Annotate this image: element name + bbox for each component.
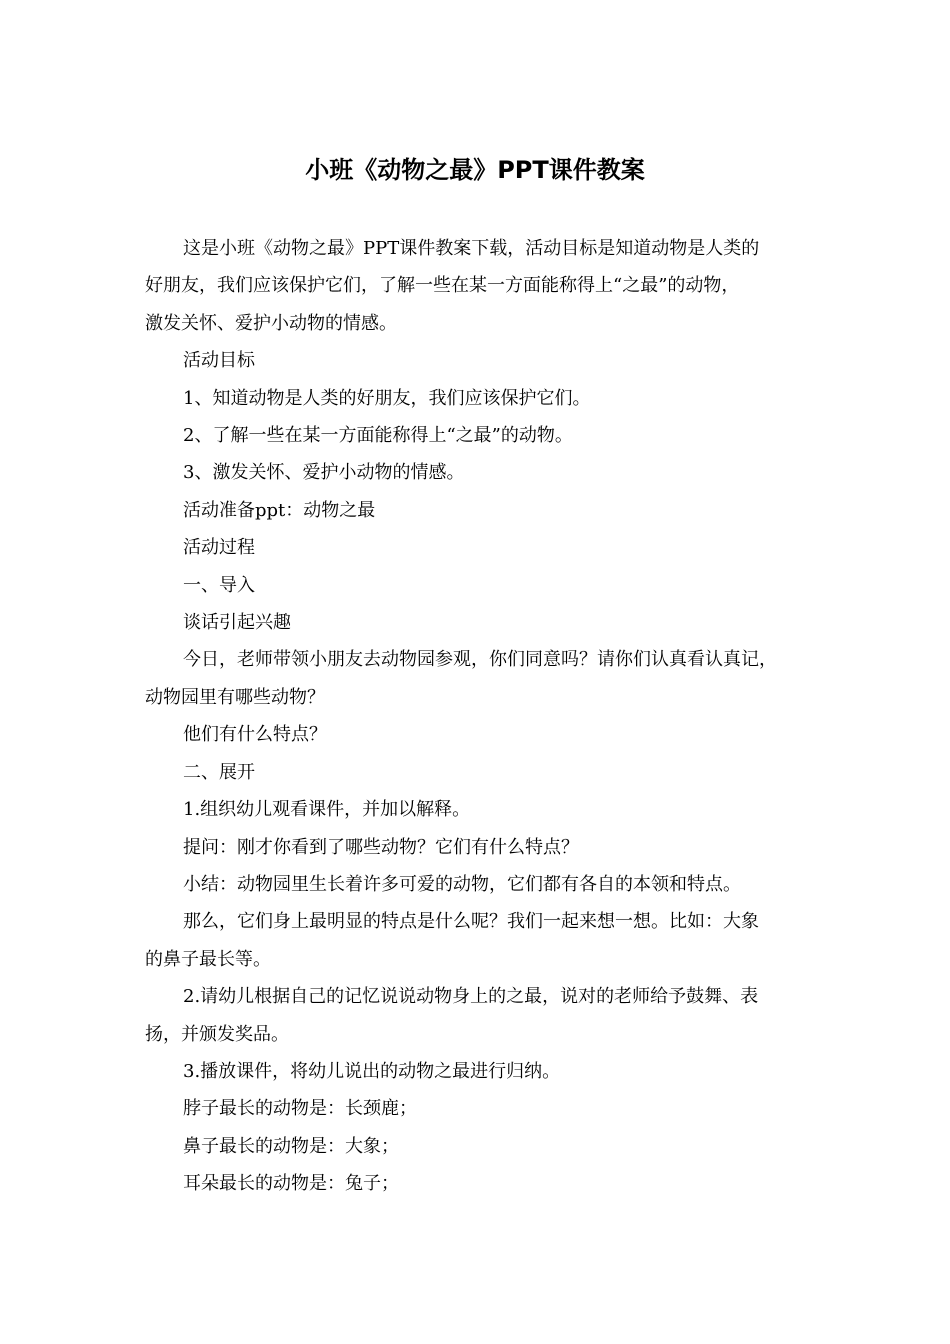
fact-elephant: 鼻子最长的动物是：大象； [183,1135,399,1157]
paragraph-think: 那么，它们身上最明显的特点是什么呢？我们一起来想一想。比如：大象 的鼻子最长等。 [145,911,759,970]
step-3: 3.播放课件，将幼儿说出的动物之最进行归纳。 [183,1060,561,1082]
paragraph-intro: 这是小班《动物之最》PPT课件教案下载，活动目标是知道动物是人类的 好朋友，我们应该保护它们，了解一些在某一方面能称得上“之最”的动物， 激发关怀、爱护小动物的情感。 [145,238,760,334]
section-development: 二、展开 [183,761,255,783]
fact-rabbit: 耳朵最长的动物是：兔子； [183,1173,399,1195]
fact-giraffe: 脖子最长的动物是：长颈鹿； [183,1098,417,1120]
goal-item-1: 1、知道动物是人类的好朋友，我们应该保护它们。 [183,387,591,409]
section-introduction: 一、导入 [183,574,255,596]
step-1: 1.组织幼儿观看课件，并加以解释。 [183,799,471,821]
paragraph-question: 提问：刚才你看到了哪些动物？它们有什么特点？ [183,836,579,858]
paragraph-features-question: 他们有什么特点？ [183,724,327,746]
document-body [145,230,805,1203]
heading-activity-process: 活动过程 [183,537,255,559]
step-2: 2.请幼儿根据自己的记忆说说动物身上的之最，说对的老师给予鼓舞、表 扬，并颁发奖品。 [145,986,759,1045]
goal-item-3: 3、激发关怀、爱护小动物的情感。 [183,462,465,484]
paragraph-conversation: 谈话引起兴趣 [183,612,291,634]
paragraph-zoo-visit: 今日，老师带领小朋友去动物园参观，你们同意吗？请你们认真看认真记， 动物园里有哪些动物？ [145,649,777,708]
activity-preparation: 活动准备ppt：动物之最 [183,499,376,521]
document-title: 小班《动物之最》PPT课件教案 [305,156,645,184]
goal-item-2: 2、了解一些在某一方面能称得上“之最”的动物。 [183,425,573,447]
paragraph-summary: 小结：动物园里生长着许多可爱的动物，它们都有各自的本领和特点。 [183,873,741,895]
heading-activity-goals: 活动目标 [183,350,255,372]
